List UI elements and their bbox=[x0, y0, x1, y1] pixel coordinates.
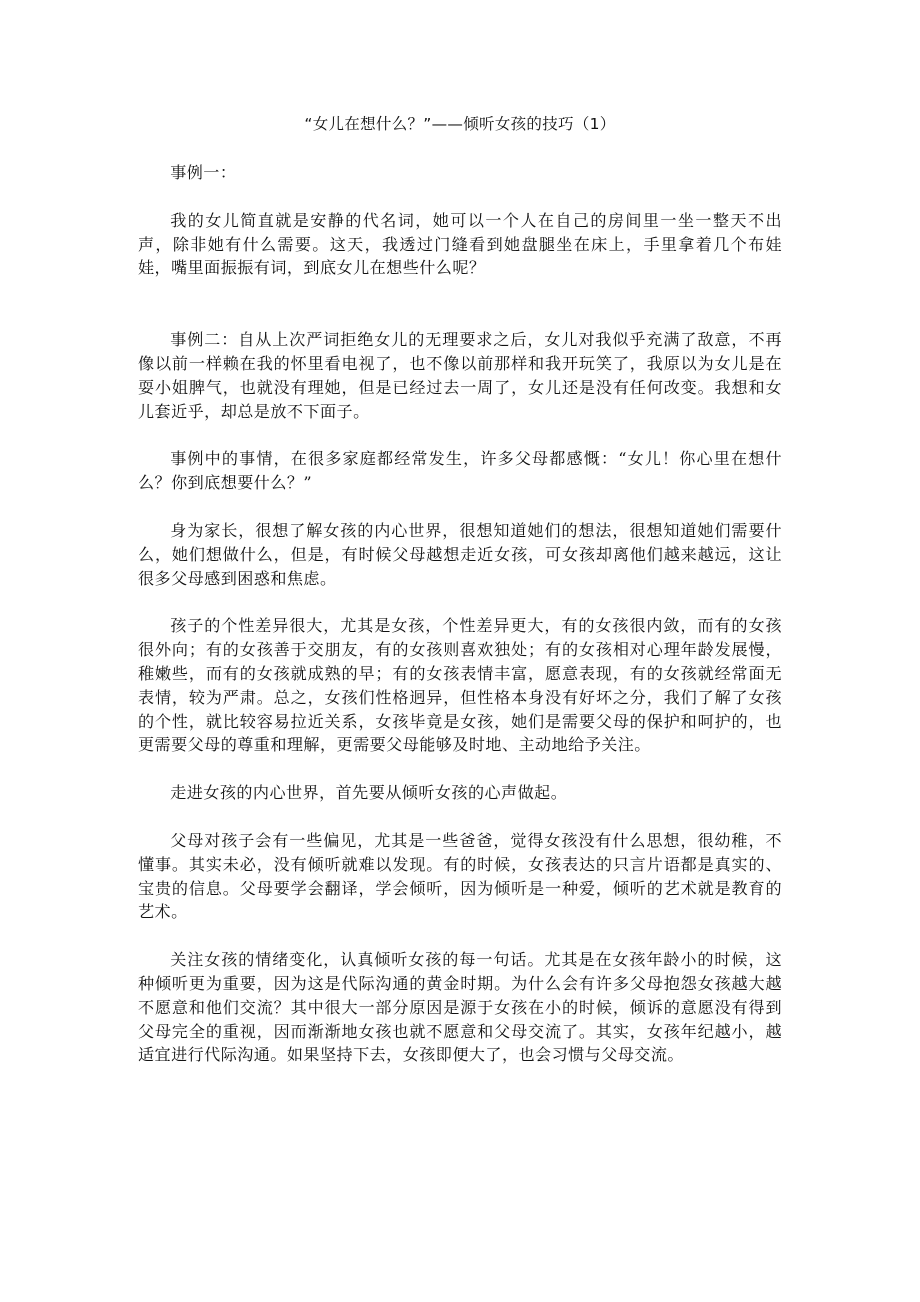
document-body bbox=[138, 112, 782, 1091]
paragraph-parents-lament: 事例中的事情，在很多家庭都经常发生，许多父母都感慨：“女儿！你心里在想什么？你到底想要什么？” bbox=[138, 449, 782, 493]
paragraph-listen-first: 走进女孩的内心世界，首先要从倾听女孩的心声做起。 bbox=[170, 783, 568, 803]
document-title: “女儿在想什么？”——倾听女孩的技巧（1） bbox=[304, 115, 616, 133]
paragraph-personality-differences: 孩子的个性差异很大，尤其是女孩，个性差异更大，有的女孩很内敛，而有的女孩很外向；有的女孩善于交朋友，有的女孩则喜欢独处；有的女孩相对心理年龄发展慢，稚嫩些，而有的女孩就成熟的早；有的女孩表情丰富，愿意表现，有的女孩就经常面无表情，较为严肃。总之，女孩们性格迥异，但性格本身没有好坏之分，我们了解了女孩的个性，就比较容易拉近关系，女孩毕竟是女孩，她们是需要父母的保护和呵护的，也更需要父母的尊重和理解，更需要父母能够及时地、主动地给予关注。 bbox=[138, 616, 782, 755]
paragraph-emotional-attention: 关注女孩的情绪变化，认真倾听女孩的每一句话。尤其是在女孩年龄小的时候，这种倾听更为重要，因为这是代际沟通的黄金时期。为什么会有许多父母抱怨女孩越大越不愿意和他们交流？其中很大一部分原因是源于女孩在小的时候，倾诉的意愿没有得到父母完全的重视，因而渐渐地女孩也就不愿意和父母交流了。其实，女孩年纪越小，越适宜进行代际沟通。如果坚持下去，女孩即便大了，也会习惯与父母交流。 bbox=[138, 950, 782, 1065]
paragraph-example-one: 我的女儿简直就是安静的代名词，她可以一个人在自己的房间里一坐一整天不出声，除非她有什么需要。这天，我透过门缝看到她盘腿坐在床上，手里拿着几个布娃娃，嘴里面振振有词，到底女儿在想些什么呢？ bbox=[138, 210, 782, 278]
paragraph-example-two: 事例二：自从上次严词拒绝女儿的无理要求之后，女儿对我似乎充满了敌意，不再像以前一样赖在我的怀里看电视了，也不像以前那样和我开玩笑了，我原以为女儿是在耍小姐脾气，也就没有理她，但是已经过去一周了，女儿还是没有任何改变。我想和女儿套近乎，却总是放不下面子。 bbox=[138, 330, 782, 421]
paragraph-parent-perspective: 身为家长，很想了解女孩的内心世界，很想知道她们的想法，很想知道她们需要什么，她们想做什么，但是，有时候父母越想走近女孩，可女孩却离他们越来越远，这让很多父母感到困惑和焦虑。 bbox=[138, 520, 782, 588]
paragraph-example-one-heading: 事例一： bbox=[170, 163, 237, 182]
paragraph-parent-bias: 父母对孩子会有一些偏见，尤其是一些爸爸，觉得女孩没有什么思想，很幼稚，不懂事。其实未必，没有倾听就难以发现。有的时候，女孩表达的只言片语都是真实的、宝贵的信息。父母要学会翻译，学会倾听，因为倾听是一种爱，倾听的艺术就是教育的艺术。 bbox=[138, 830, 782, 922]
